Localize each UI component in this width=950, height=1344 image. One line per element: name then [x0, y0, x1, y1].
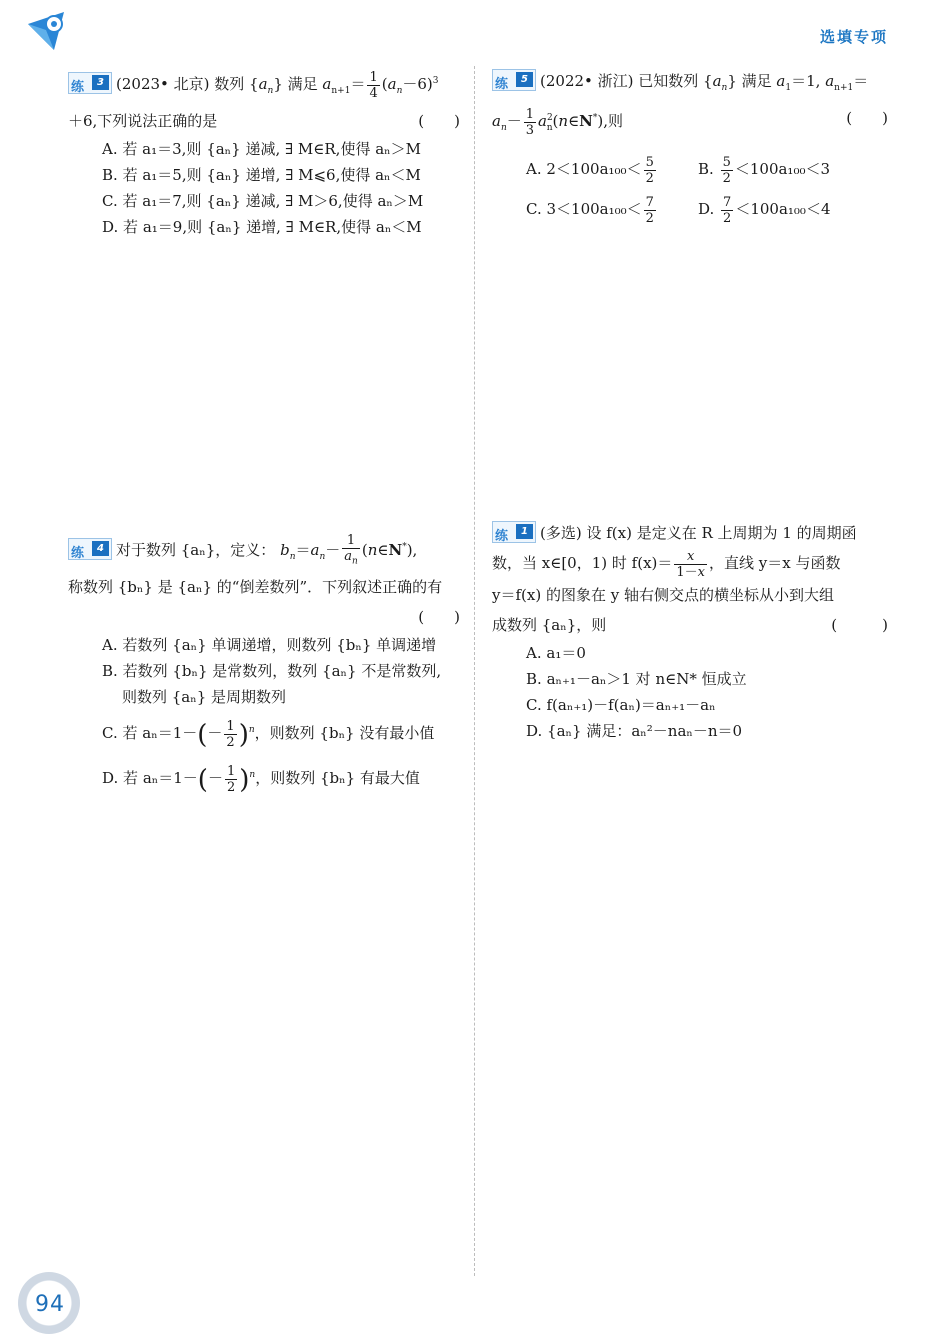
practice-badge: 练 1	[492, 521, 536, 543]
option-d: D. 若 a₁＝9,则 {aₙ} 递增, ∃ M∈R,使得 aₙ＜M	[102, 218, 422, 236]
answer-blank: ( )	[846, 109, 888, 127]
option-c: C. 3＜100a₁₀₀＜ $\frac{7}{2}$	[526, 194, 654, 226]
option-a: A. 2＜100a₁₀₀＜ $\frac{5}{2}$	[526, 154, 654, 186]
page-number: 94	[35, 1292, 65, 1317]
option-c: C. 若 aₙ＝1－(－ $\frac{1}{2}$ )$^n$，则数列 {bₙ} 没有最小值	[102, 718, 435, 750]
problem-1-stem: 练 1 (多选) 设 f(x) 是定义在 R 上周期为 1 的周期函	[492, 518, 888, 548]
option-b: B. aₙ₊₁－aₙ＞1 对 n∈N* 恒成立	[526, 669, 747, 688]
problem-3-stem: 练 3 (2023• 北京) 数列 $\{a_n\}$ 满足 $a_{n+1}=$ $\frac{1}{4}$ $(a_n-6)^3$	[68, 66, 460, 106]
column-divider	[474, 66, 475, 1276]
practice-badge: 练 5	[492, 69, 536, 91]
option-a: A. a₁＝0	[526, 643, 586, 662]
option-a: A. 若数列 {aₙ} 单调递增，则数列 {bₙ} 单调递增	[102, 636, 437, 654]
option-b: B. 若数列 {bₙ} 是常数列，数列 {aₙ} 不是常数列,	[102, 662, 442, 680]
problem-4: 练 4 对于数列 {aₙ}，定义： $b_n=a_n-$ $\frac{1}{a_n}$ (n∈N*), 称数列 {bₙ} 是 {aₙ} 的“倒差数列”．下列叙述正确的有 ( ) A. 若数列 {aₙ} 单调递增，则数列 {bₙ} 单调递增 B. 若数列 {bₙ} 是常数列，数列 {aₙ} 不是常数列, 则数列 {aₙ} 是周期数列 C. 若 aₙ＝1－(－ $\frac{1}{2}$ )$^n$，则数列 {bₙ} 没有最小值 D. 若 aₙ＝1－(－ $\frac{1}{2}$ )$^n$，则数列 {bₙ} 有最大值	[68, 532, 460, 800]
option-b: B. $\frac{5}{2}$ ＜100a₁₀₀＜3	[698, 154, 831, 186]
option-d: D. 若 aₙ＝1－(－ $\frac{1}{2}$ )$^n$，则数列 {bₙ} 有最大值	[102, 763, 420, 795]
problem-5: 练 5 (2022• 浙江) 已知数列 $\{a_n\}$ 满足 $a_1=1$, $a_{n+1}=$ $a_n-$ $\frac{1}{3}$ $a^2_n(n\in N^*)$,则 ( ) A. 2＜100a₁₀₀＜ $\frac{5}{2}$ B. $\frac{5}{2}$ ＜100a₁₀₀＜3 C. 3＜100a₁₀₀＜ $\frac{7}{2}$ D. $\frac{7}{2}$ ＜100a₁₀₀＜4	[492, 66, 888, 229]
problem-1: 练 1 (多选) 设 f(x) 是定义在 R 上周期为 1 的周期函 数，当 x∈[0，1) 时 f(x)＝ $\frac{x}{1-x}$ ，直线 y＝x 与函数 y＝f(x) 的图象在 y 轴右侧交点的横坐标从小到大组 成数列 {aₙ}，则 ( ) A. a₁＝0 B. aₙ₊₁－aₙ＞1 对 n∈N* 恒成立 C. f(aₙ₊₁)－f(aₙ)＝aₙ₊₁－aₙ D. {aₙ} 满足：aₙ²－naₙ－n＝0	[492, 518, 888, 744]
problem-4-stem: 练 4 对于数列 {aₙ}，定义： $b_n=a_n-$ $\frac{1}{a_n}$ (n∈N*),	[68, 532, 460, 572]
answer-blank: ( )	[418, 112, 460, 130]
option-c: C. f(aₙ₊₁)－f(aₙ)＝aₙ₊₁－aₙ	[526, 695, 716, 714]
option-d: D. {aₙ} 满足：aₙ²－naₙ－n＝0	[526, 721, 743, 740]
section-title: 选填专项	[819, 28, 888, 46]
option-c: C. 若 a₁＝7,则 {aₙ} 递减, ∃ M＞6,使得 aₙ＞M	[102, 192, 424, 210]
practice-badge: 练 4	[68, 538, 112, 560]
practice-badge: 练 3	[68, 72, 112, 94]
answer-blank: ( )	[831, 615, 888, 634]
publisher-logo-icon	[24, 10, 72, 58]
option-d: D. $\frac{7}{2}$ ＜100a₁₀₀＜4	[698, 194, 831, 226]
option-a: A. 若 a₁＝3,则 {aₙ} 递减, ∃ M∈R,使得 aₙ＞M	[102, 140, 422, 158]
answer-blank: ( )	[418, 608, 460, 626]
problem-3: 练 3 (2023• 北京) 数列 $\{a_n\}$ 满足 $a_{n+1}=$ $\frac{1}{4}$ $(a_n-6)^3$ ＋6,下列说法正确的是 ( ) A. 若 a₁＝3,则 {aₙ} 递减, ∃ M∈R,使得 aₙ＞M B. 若 a₁＝5,则 {aₙ} 递增, ∃ M⩽6,使得 aₙ＜M C. 若 a₁＝7,则 {aₙ} 递减, ∃ M＞6,使得 aₙ＞M D. 若 a₁＝9,则 {aₙ} 递增, ∃ M∈R,使得 aₙ＜M	[68, 66, 460, 240]
problem-5-stem: 练 5 (2022• 浙江) 已知数列 $\{a_n\}$ 满足 $a_1=1$, $a_{n+1}=$	[492, 66, 888, 103]
option-b: B. 若 a₁＝5,则 {aₙ} 递增, ∃ M⩽6,使得 aₙ＜M	[102, 166, 421, 184]
options-grid	[492, 149, 888, 229]
